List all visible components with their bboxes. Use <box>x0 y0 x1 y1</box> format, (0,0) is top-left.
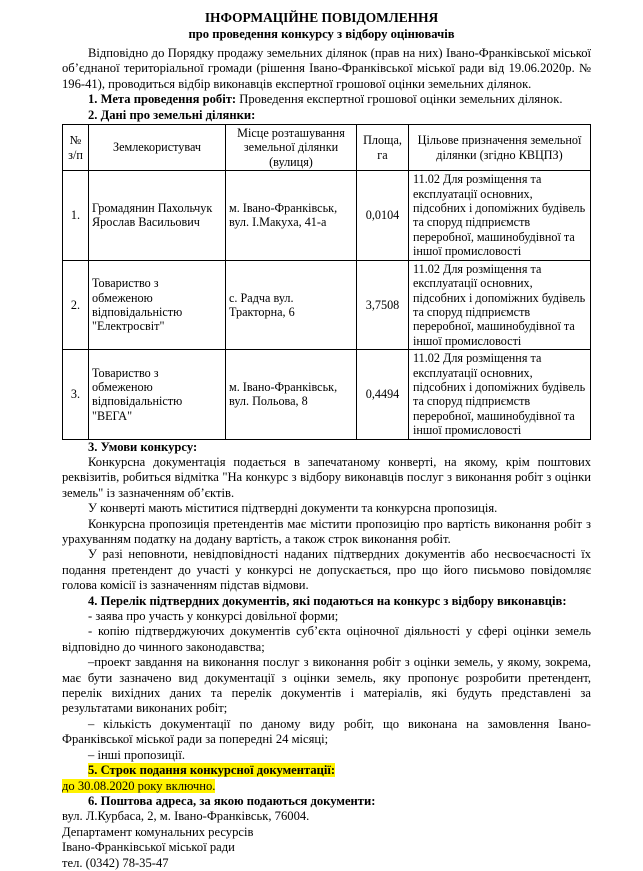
table-row <box>63 260 591 349</box>
header-location: Місце розташування земельної ділянки (вулиця) <box>226 125 357 171</box>
header-user: Землекористувач <box>89 125 226 171</box>
row-location: м. Івано-Франківськ, вул. І.Макуха, 41-а <box>226 171 357 260</box>
document-title: ІНФОРМАЦІЙНЕ ПОВІДОМЛЕННЯ <box>204 10 439 25</box>
section-4-item: – інші пропозиції. <box>88 747 185 762</box>
intro-paragraph: Відповідно до Порядку продажу земельних ділянок (прав на них) Івано-Франківської міської об’єднаної територіальної громади (рішення Івано-Франківської міської ради від 19.06.2020р. № 196-41), проводиться відбір виконавців експертної грошової оцінки земельних ділянок. <box>62 46 591 91</box>
row-num: 3. <box>63 350 89 439</box>
row-user: Товариство з обмеженою відповідальністю "ВЕГА" <box>89 350 226 439</box>
address-line: Івано-Франківської міської ради <box>62 840 235 855</box>
table-header-row <box>63 125 591 171</box>
section-6-label: 6. Поштова адреса, за якою подаються документи: <box>88 793 376 808</box>
row-area: 3,7508 <box>357 260 409 349</box>
row-area: 0,4494 <box>357 350 409 439</box>
section-4-label: 4. Перелік підтвердних документів, які подаються на конкурс з відбору виконавців: <box>88 593 567 608</box>
address-line: вул. Л.Курбаса, 2, м. Івано-Франківськ, 76004. <box>62 809 310 824</box>
row-location: м. Івано-Франківськ, вул. Польова, 8 <box>226 350 357 439</box>
section-5-label-text: 5. Строк подання конкурсної документації: <box>88 763 336 778</box>
section-1 <box>62 92 591 107</box>
section-5-label <box>62 763 591 778</box>
row-user: Громадянин Пахольчук Ярослав Васильович <box>89 171 226 260</box>
section-4-item: - копію підтверджуючих документів суб’єкта оціночної діяльності у сфері оцінки земель відповідно до чинного законодавства; <box>62 624 591 654</box>
deadline-text: до 30.08.2020 року включно. <box>62 778 216 793</box>
document-body <box>0 46 643 871</box>
section-1-text: Проведення експертної грошової оцінки земельних ділянок. <box>236 92 563 107</box>
section-4-item: - заява про участь у конкурсі довільної форми; <box>88 609 339 624</box>
section-3-paragraph: У конверті мають міститися підтвердні документи та конкурсна пропозиція. <box>88 501 498 516</box>
section-4-item: – кількість документації по даному виду робіт, що виконана на замовлення Івано-Франківської міської ради за попередні 24 місяці; <box>62 716 591 747</box>
header-num: № з/п <box>63 125 89 171</box>
row-location: с. Радча вул. Тракторна, 6 <box>226 260 357 349</box>
header-area: Площа, га <box>357 125 409 171</box>
land-plots-table <box>62 124 591 440</box>
header-purpose: Цільове призначення земельної ділянки (згідно КВЦПЗ) <box>409 125 591 171</box>
postal-address <box>62 809 591 871</box>
section-3-paragraph: Конкурсна документація подається в запечатаному конверті, на якому, крім поштових реквізитів, робиться відмітка "На конкурс з відбору виконавців послуг з виконання робіт з оцінки земель" із зазначенням об’єктів. <box>62 454 591 500</box>
row-purpose: 11.02 Для розміщення та експлуатації основних, підсобних і допоміжних будівель та споруд підприємств переробної, машинобудівної та іншої промисловості <box>409 260 591 349</box>
table-row <box>63 171 591 260</box>
section-3-paragraph: Конкурсна пропозиція претендентів має містити пропозицію про вартість виконання робіт з урахуванням податку на додану вартість, а також строк виконання робіт. <box>62 516 591 546</box>
row-purpose: 11.02 Для розміщення та експлуатації основних, підсобних і допоміжних будівель та споруд підприємств переробної, машинобудівної та іншої промисловості <box>409 171 591 260</box>
row-user: Товариство з обмеженою відповідальністю "Електросвіт" <box>89 260 226 349</box>
address-phone: тел. (0342) 78-35-47 <box>62 855 169 870</box>
section-5-deadline <box>62 779 591 794</box>
section-1-label: 1. Мета проведення робіт: <box>88 92 237 107</box>
row-purpose: 11.02 Для розміщення та експлуатації основних, підсобних і допоміжних будівель та споруд підприємств переробної, машинобудівної та іншої промисловості <box>409 350 591 439</box>
section-4-item: –проект завдання на виконання послуг з виконання робіт з оцінки земель, у якому, зокрема, має бути зазначено вид документації з оцінки земель, яку пропонує розробити претендент, перелік вихідних даних та перелік документів і матеріалів, які будуть представлені за результатами виконаних робіт; <box>62 655 591 716</box>
section-3-label: 3. Умови конкурсу: <box>88 439 198 454</box>
section-3-paragraph: У разі неповноти, невідповідності наданих підтвердних документів або несвоєчасності їх подання претендент до участі у конкурсі не допускається, про що його письмово повідомляє голова комісії із зазначенням підстав відмови. <box>62 547 591 593</box>
section-2-label: 2. Дані про земельні ділянки: <box>88 107 256 122</box>
address-line: Департамент комунальних ресурсів <box>62 824 254 839</box>
row-area: 0,0104 <box>357 171 409 260</box>
row-num: 1. <box>63 171 89 260</box>
document-subtitle: про проведення конкурсу з відбору оцінювачів <box>188 27 455 41</box>
row-num: 2. <box>63 260 89 349</box>
table-row <box>63 350 591 439</box>
